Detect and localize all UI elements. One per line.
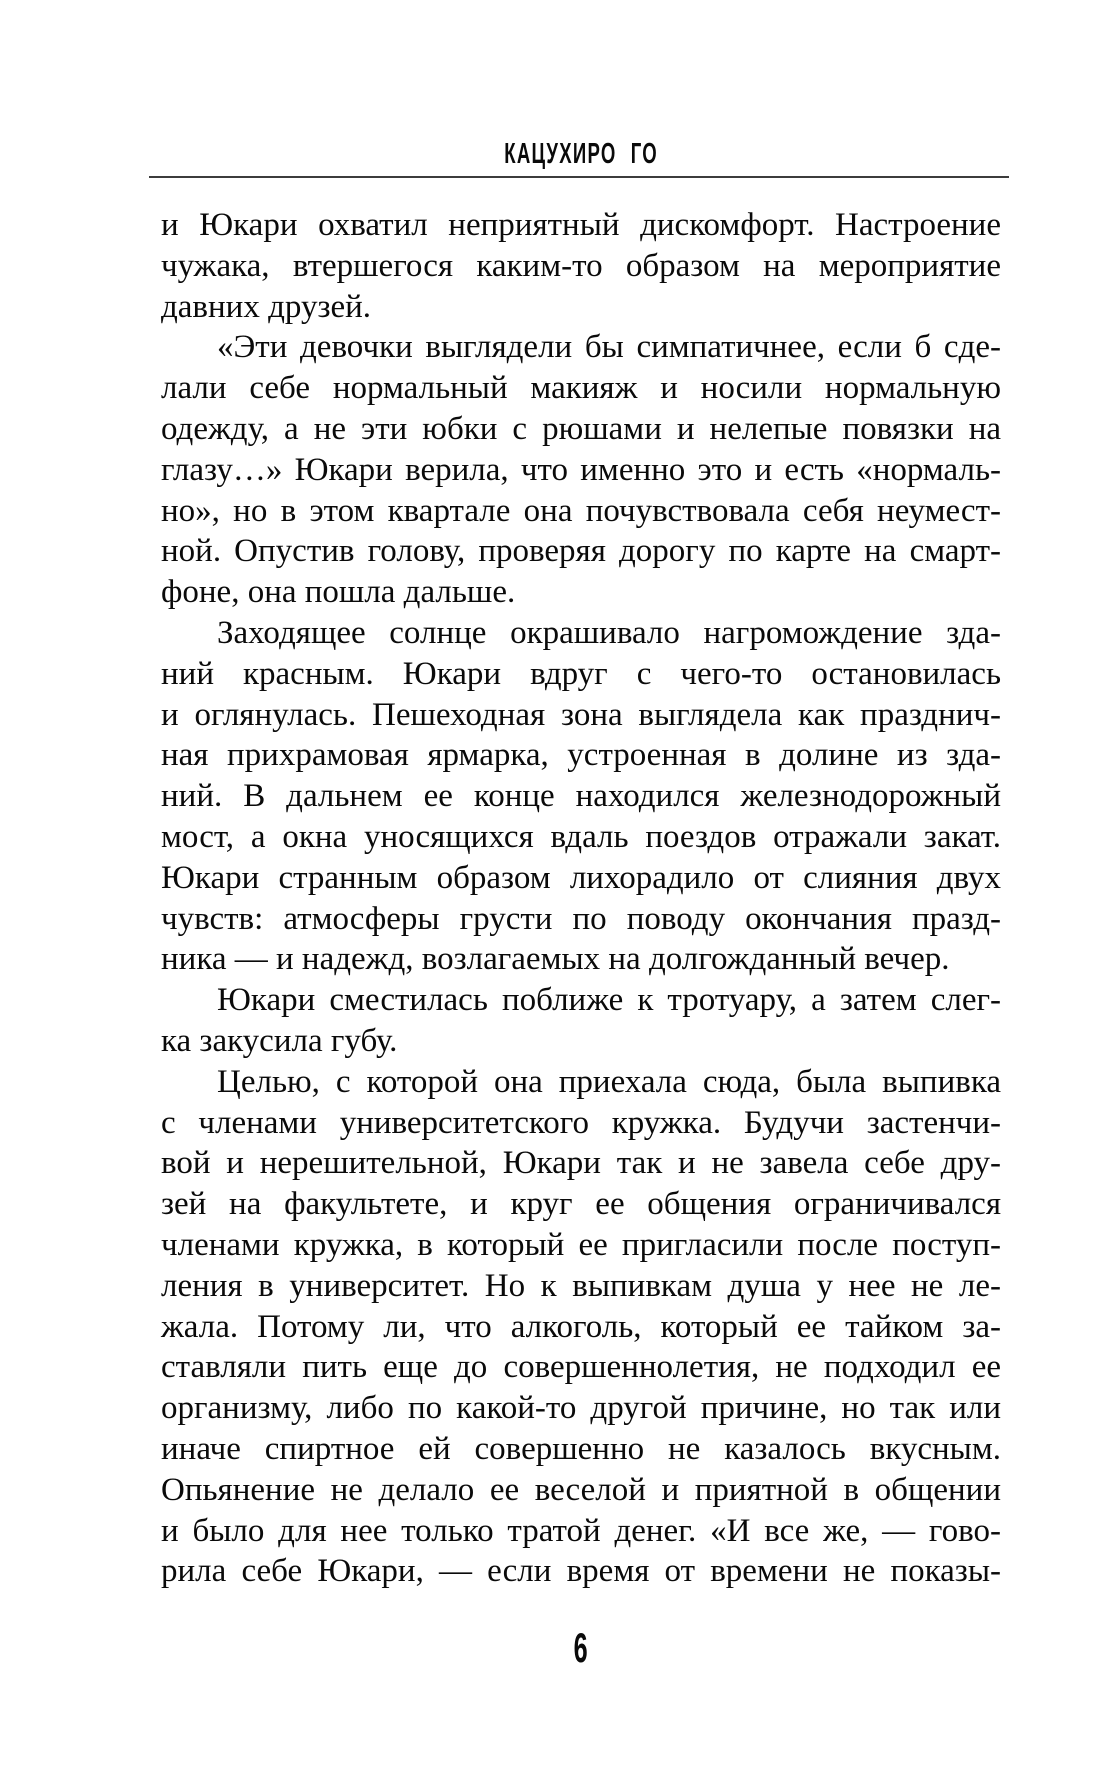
text-line: одежду, а не эти юбки с рюшами и нелепые повязки на bbox=[161, 410, 1001, 447]
text-line: вой и нерешительной, Юкари так и не завела себе дру- bbox=[161, 1145, 1001, 1182]
text-line: чужака, втершегося каким-то образом на мероприятие bbox=[161, 247, 1001, 284]
text-line: членами кружка, в который ее пригласили после поступ- bbox=[161, 1226, 1001, 1263]
text-line: ника — и надежд, возлагаемых на долгожданный вечер. bbox=[161, 941, 950, 978]
text-line: ний. В дальнем ее конце находился железнодорожный bbox=[161, 778, 1001, 815]
text-line: ной. Опустив голову, проверяя дорогу по карте на смарт- bbox=[161, 533, 1001, 570]
text-line: жала. Потому ли, что алкоголь, который ее тайком за- bbox=[161, 1308, 1001, 1345]
text-line: ная прихрамовая ярмарка, устроенная в долине из зда- bbox=[161, 737, 1001, 774]
text-line: с членами университетского кружка. Будучи застенчи- bbox=[161, 1104, 1001, 1141]
text-line: мост, а окна уносящихся вдаль поездов отражали закат. bbox=[161, 818, 1001, 855]
text-line: Заходящее солнце окрашивало нагромождение зда- bbox=[217, 614, 1001, 651]
text-line: давних друзей. bbox=[161, 288, 372, 325]
text-line: ний красным. Юкари вдруг с чего-то остановилась bbox=[161, 655, 1001, 692]
text-line: иначе спиртное ей совершенно не казалось вкусным. bbox=[161, 1430, 1001, 1467]
text-line: зей на факультете, и круг ее общения ограничивался bbox=[161, 1186, 1001, 1223]
text-line: и Юкари охватил неприятный дискомфорт. Настроение bbox=[161, 207, 1001, 243]
text-line: «Эти девочки выглядели бы симпатичнее, если б сде- bbox=[217, 329, 1001, 366]
text-line: фоне, она пошла дальше. bbox=[161, 574, 516, 611]
text-line: чувств: атмосферы грусти по поводу окончания празд- bbox=[161, 900, 1001, 937]
text-line: организму, либо по какой-то другой причине, но так или bbox=[161, 1390, 1001, 1427]
paragraph bbox=[161, 613, 1001, 980]
text-line: глазу…» Юкари верила, что именно это и есть «нормаль- bbox=[161, 451, 1001, 488]
text-line: и оглянулась. Пешеходная зона выглядела как празднич- bbox=[161, 696, 1001, 733]
paragraph bbox=[161, 327, 1001, 613]
paragraph bbox=[161, 205, 1001, 327]
text-line: ставляли пить еще до совершеннолетия, не подходил ее bbox=[161, 1349, 1001, 1386]
paragraph bbox=[161, 1062, 1001, 1592]
body-text bbox=[161, 205, 1001, 1592]
text-line: Опьянение не делало ее веселой и приятной в общении bbox=[161, 1471, 1001, 1508]
text-line: лали себе нормальный макияж и носили нормальную bbox=[161, 370, 1001, 407]
text-line: но», но в этом квартале она почувствовала себя неумест- bbox=[161, 492, 1001, 529]
page-number-text: 6 bbox=[573, 1624, 588, 1671]
paragraph bbox=[161, 980, 1001, 1062]
text-line: рила себе Юкари, — если время от времени не показы- bbox=[161, 1553, 1001, 1590]
text-line: Юкари сместилась поближе к тротуару, а затем слег- bbox=[217, 982, 1001, 1019]
text-line: ления в университет. Но к выпивкам душа у нее не ле- bbox=[161, 1267, 1001, 1304]
running-header bbox=[161, 138, 1001, 171]
text-line: Целью, с которой она приехала сюда, была выпивка bbox=[217, 1063, 1001, 1100]
header-rule bbox=[149, 176, 1009, 178]
text-line: ка закусила губу. bbox=[161, 1022, 398, 1059]
running-header-text: КАЦУХИРО ГО bbox=[504, 138, 658, 170]
page-number bbox=[161, 1624, 1001, 1672]
text-line: Юкари странным образом лихорадило от слияния двух bbox=[161, 859, 1001, 896]
text-line: и было для нее только тратой денег. «И все же, — гово- bbox=[161, 1512, 1001, 1549]
